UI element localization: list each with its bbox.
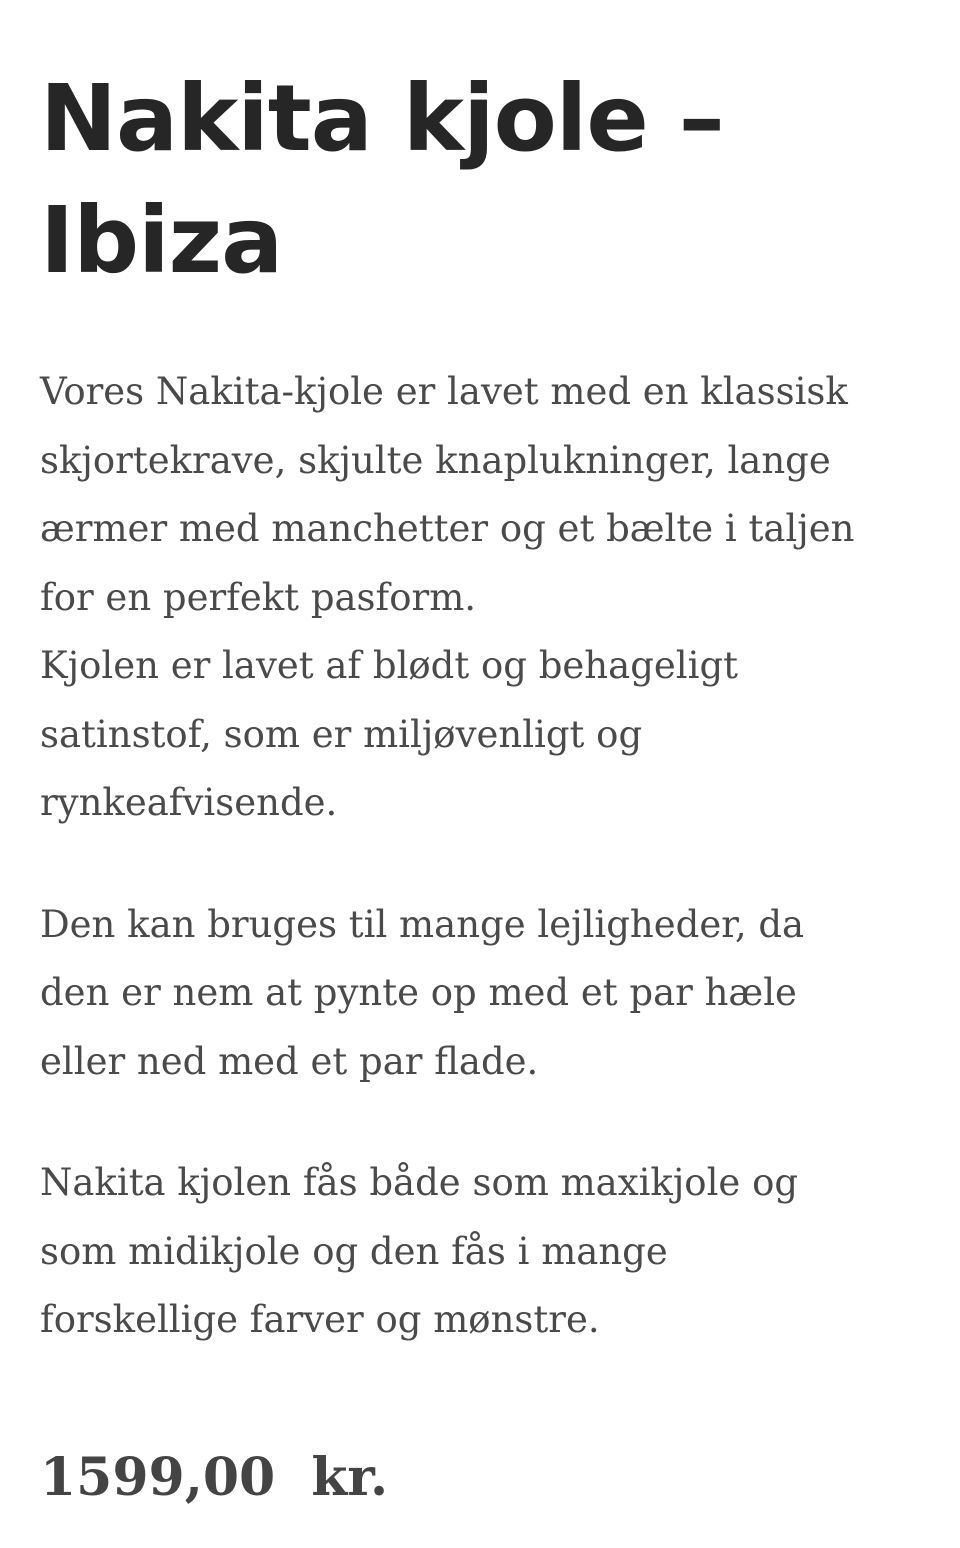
product-details [40, 58, 920, 1355]
product-description [40, 358, 920, 1355]
description-paragraph-3 [40, 1149, 920, 1355]
description-line: forskellige farver og mønstre. [40, 1298, 600, 1341]
product-title-line-2: Ibiza [40, 187, 283, 294]
description-line: Kjolen er lavet af blødt og behageligt [40, 644, 738, 687]
description-line: eller ned med et par flade. [40, 1039, 539, 1083]
product-price: 1599,00 kr. [40, 1447, 389, 1508]
description-line: Vores Nakita-kjole er lavet med en klassisk [40, 370, 848, 413]
description-line: ærmer med manchetter og et bælte i taljen [40, 507, 855, 550]
description-line: den er nem at pynte op med et par hæle [40, 971, 797, 1014]
description-line: for en perfekt pasform. [40, 575, 477, 619]
description-paragraph-1 [40, 358, 920, 838]
description-paragraph-2 [40, 891, 920, 1097]
description-line: Den kan bruges til mange lejligheder, da [40, 902, 805, 946]
product-title [40, 58, 920, 302]
description-line: som midikjole og den fås i mange [40, 1229, 668, 1273]
description-line: Nakita kjolen fås både som maxikjole og [40, 1161, 799, 1204]
description-line: rynkeafvisende. [40, 781, 338, 824]
description-line: skjortekrave, skjulte knaplukninger, lange [40, 438, 831, 482]
product-title-line-1: Nakita kjole – [40, 65, 724, 172]
description-line: satinstof, som er miljøvenligt og [40, 712, 643, 756]
